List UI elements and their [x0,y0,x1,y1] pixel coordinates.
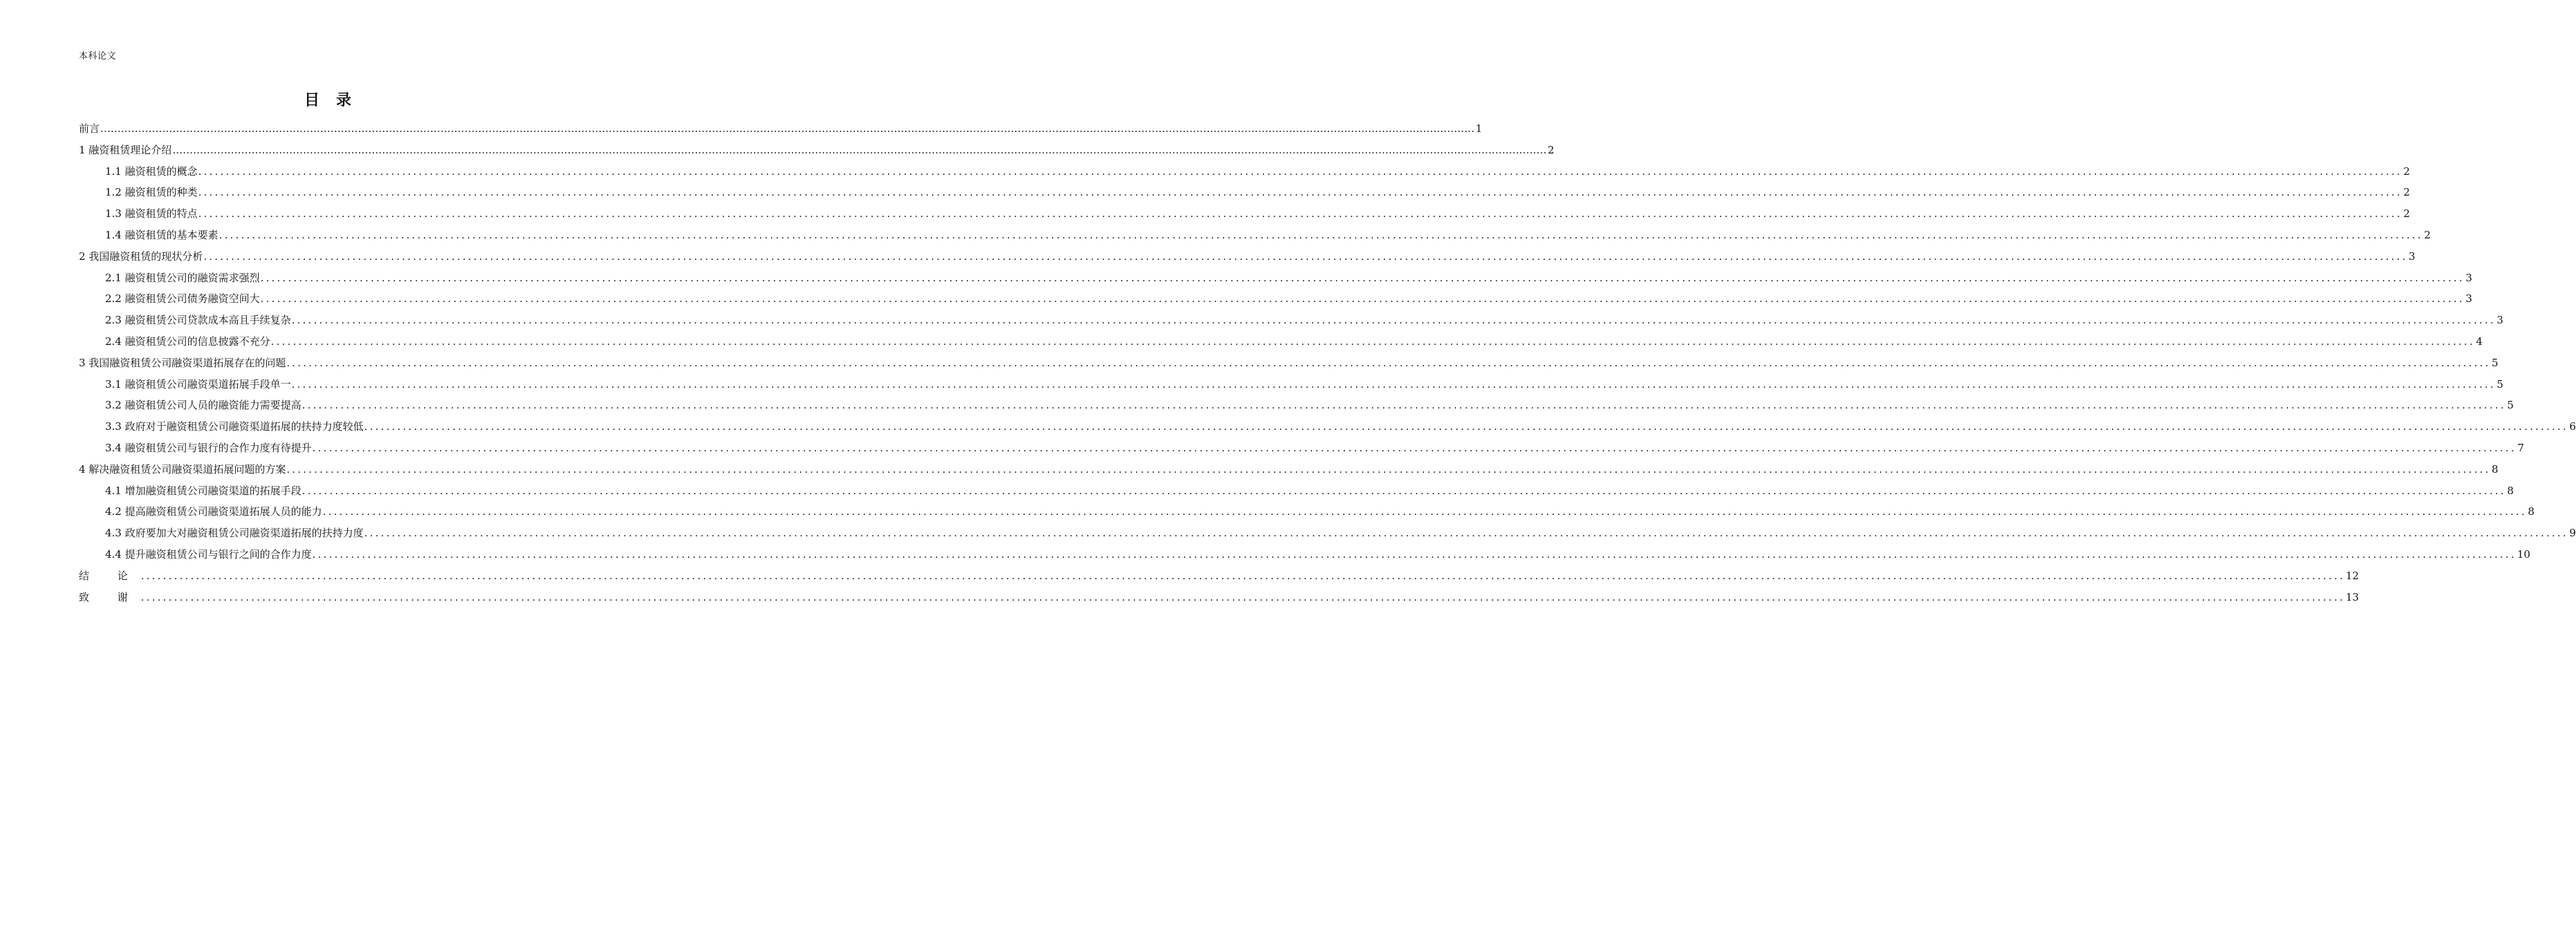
toc-dot-leader: ................................................................................................................................................................................................................................................................................................................................................................................................................ [172,143,1547,156]
toc-entry-label: 3.3 政府对于融资租赁公司融资渠道拓展的扶持力度较低 [105,420,364,433]
toc-entry[interactable] [79,480,2514,502]
toc-dot-leader: ................................................................................................................................................................................................................................................................................................................................................................................................................ [100,122,1475,135]
toc-entry-label: 2.2 融资租赁公司债务融资空间大 [105,292,260,306]
toc-dot-leader: ................................................................................................................................................................................................................................................................................................................................................................................................................ [312,547,2517,561]
toc-entry[interactable] [79,225,2431,246]
toc-entry[interactable] [79,118,1483,140]
toc-entry-page-number: 3 [2465,271,2472,284]
toc-entry-label: 前言 [79,122,100,135]
toc-entry[interactable] [79,395,2514,416]
running-header: 本科论文 [79,51,117,62]
toc-entry-page-number: 2 [2403,165,2410,178]
toc-entry-page-number: 5 [2492,356,2499,369]
toc-dot-leader: ................................................................................................................................................................................................................................................................................................................................................................................................................ [302,399,2506,412]
toc-entry[interactable] [79,246,2416,268]
toc-entry-label: 1.3 融资租赁的特点 [105,207,198,220]
toc-entry-label: 4.3 政府要加大对融资租赁公司融资渠道拓展的扶持力度 [105,527,364,540]
toc-dot-leader: ................................................................................................................................................................................................................................................................................................................................................................................................................ [291,377,2496,391]
toc-entry-page-number: 4 [2476,335,2483,348]
toc-entry-page-number: 2 [2403,207,2410,220]
toc-entry-label: 4 解决融资租赁公司融资渠道拓展问题的方案 [79,462,286,476]
toc-entry-label: 3.4 融资租赁公司与银行的合作力度有待提升 [105,441,312,454]
toc-entry[interactable] [79,140,1555,161]
toc-entry[interactable] [79,161,2410,182]
toc-title-part2: 录 [336,92,353,109]
toc-entry[interactable] [79,331,2483,353]
toc-entry-label: 3.1 融资租赁公司融资渠道拓展手段单一 [105,377,291,391]
toc-entry-label: 2.3 融资租赁公司贷款成本高且手续复杂 [105,314,291,327]
toc-entry-label: 1 融资租赁理论介绍 [79,143,172,156]
toc-entry-label: 1.4 融资租赁的基本要素 [105,228,219,241]
toc-entry-page-number: 3 [2496,314,2503,327]
toc-entry-page-number: 3 [2465,292,2472,306]
toc-entry-label: 4.4 提升融资租赁公司与银行之间的合作力度 [105,547,312,561]
toc-entry[interactable] [79,288,2472,310]
toc-entry-page-number: 2 [1548,143,1555,156]
toc-entry-page-number: 8 [2507,484,2514,497]
toc-entry-page-number: 9 [2569,527,2576,540]
toc-entry[interactable] [79,310,2503,331]
toc-entry-page-number: 7 [2517,441,2524,454]
toc-entry-page-number: 5 [2507,399,2514,412]
toc-entry[interactable] [79,203,2410,225]
toc-entry-page-number: 5 [2496,377,2503,391]
toc-entry-page-number: 6 [2569,420,2576,433]
toc-dot-leader: ................................................................................................................................................................................................................................................................................................................................................................................................................ [140,569,2346,582]
toc-entry-page-number: 1 [1475,122,1483,135]
toc-dot-leader: ................................................................................................................................................................................................................................................................................................................................................................................................................ [203,250,2408,263]
toc-dot-leader: ................................................................................................................................................................................................................................................................................................................................................................................................................ [219,228,2423,241]
toc-entry-page-number: 8 [2528,505,2535,518]
toc-entry-page-number: 12 [2346,569,2360,582]
toc-dot-leader: ................................................................................................................................................................................................................................................................................................................................................................................................................ [198,207,2402,220]
toc-entry[interactable] [79,544,2530,565]
toc-dot-leader: ................................................................................................................................................................................................................................................................................................................................................................................................................ [302,484,2506,497]
toc-entry-label: 2.4 融资租赁公司的信息披露不充分 [105,335,270,348]
toc-entry-label: 4.2 提高融资租赁公司融资渠道拓展人员的能力 [105,505,322,518]
toc-entry[interactable] [79,353,2499,374]
toc-entry-label: 4.1 增加融资租赁公司融资渠道的拓展手段 [105,484,302,497]
toc-entry-label: 2.1 融资租赁公司的融资需求强烈 [105,271,260,284]
toc-entry[interactable] [79,459,2499,480]
toc-dot-leader: ................................................................................................................................................................................................................................................................................................................................................................................................................ [140,590,2346,603]
toc-dot-leader: ................................................................................................................................................................................................................................................................................................................................................................................................................ [198,165,2402,178]
toc-entry-page-number: 8 [2492,462,2499,476]
toc-dot-leader: ................................................................................................................................................................................................................................................................................................................................................................................................................ [286,356,2491,369]
toc-entry-page-number: 10 [2517,547,2530,561]
toc-entry[interactable] [79,182,2410,203]
toc-dot-leader: ................................................................................................................................................................................................................................................................................................................................................................................................................ [322,505,2527,518]
toc-dot-leader: ................................................................................................................................................................................................................................................................................................................................................................................................................ [364,420,2568,433]
toc-title-part1: 目 [304,92,321,109]
toc-entry-label: 3 我国融资租赁公司融资渠道拓展存在的问题 [79,356,286,369]
toc-entry[interactable] [79,268,2472,289]
toc-dot-leader: ................................................................................................................................................................................................................................................................................................................................................................................................................ [364,527,2568,540]
toc-entry-label: 3.2 融资租赁公司人员的融资能力需要提高 [105,399,302,412]
toc-dot-leader: ................................................................................................................................................................................................................................................................................................................................................................................................................ [260,271,2465,284]
toc-entry-page-number: 3 [2409,250,2416,263]
table-of-contents [79,118,2576,608]
toc-entry-label: 致 谢 [79,590,140,603]
toc-entry[interactable] [79,416,2576,438]
toc-dot-leader: ................................................................................................................................................................................................................................................................................................................................................................................................................ [312,441,2517,454]
toc-entry[interactable] [79,501,2535,523]
toc-entry-label: 结 论 [79,569,140,582]
toc-entry[interactable] [79,374,2503,395]
toc-entry-label: 2 我国融资租赁的现状分析 [79,250,203,263]
toc-entry[interactable] [79,438,2524,459]
toc-entry-page-number: 13 [2346,590,2360,603]
toc-entry[interactable] [79,565,2360,587]
toc-dot-leader: ................................................................................................................................................................................................................................................................................................................................................................................................................ [198,186,2402,199]
toc-entry-label: 1.2 融资租赁的种类 [105,186,198,199]
toc-dot-leader: ................................................................................................................................................................................................................................................................................................................................................................................................................ [286,462,2491,476]
toc-dot-leader: ................................................................................................................................................................................................................................................................................................................................................................................................................ [270,335,2475,348]
toc-entry-label: 1.1 融资租赁的概念 [105,165,198,178]
toc-dot-leader: ................................................................................................................................................................................................................................................................................................................................................................................................................ [260,292,2465,306]
toc-entry[interactable] [79,587,2360,608]
toc-entry-page-number: 2 [2403,186,2410,199]
toc-entry[interactable] [79,523,2576,544]
toc-dot-leader: ................................................................................................................................................................................................................................................................................................................................................................................................................ [291,314,2496,327]
toc-title [0,88,657,110]
toc-entry-page-number: 2 [2424,228,2431,241]
